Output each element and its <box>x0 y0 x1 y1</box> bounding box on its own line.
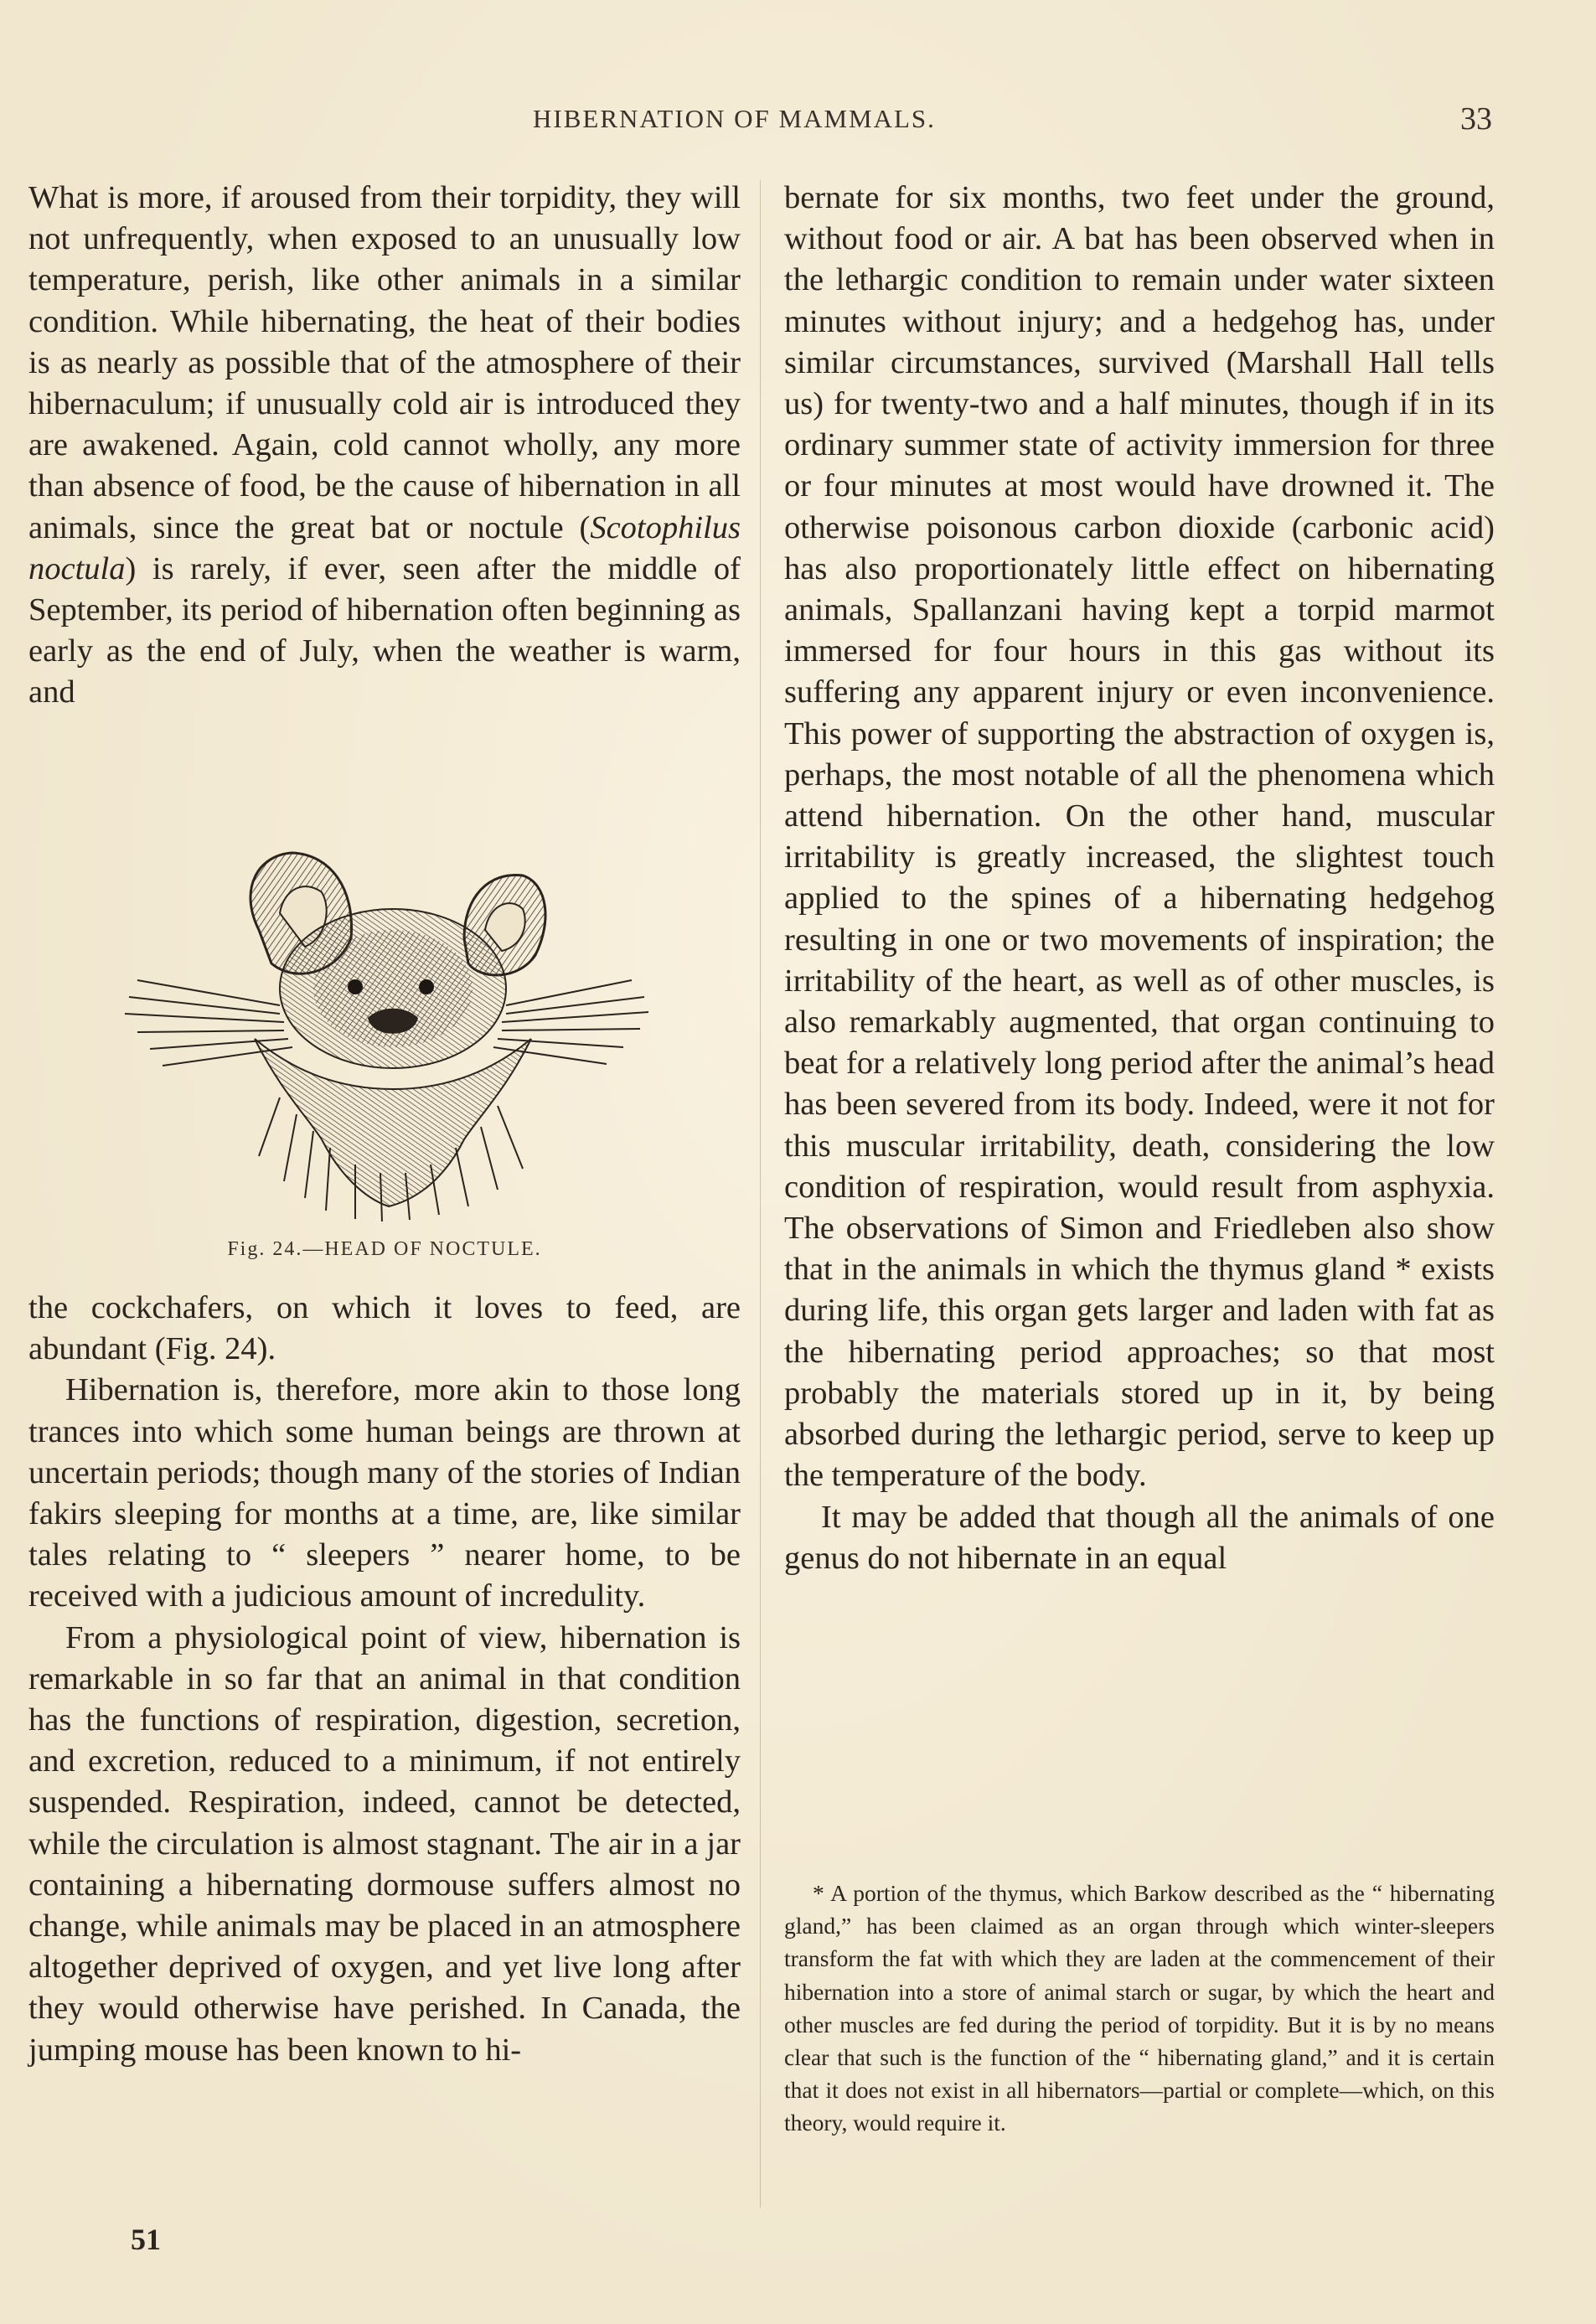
left-paragraph-1 <box>28 178 741 714</box>
species-name: Scotophilus noctula <box>28 509 741 586</box>
left-paragraph-1-end: ) is rarely, if ever, seen after the middle of September, its period of hibernation often beginning as early as the end of July, when the weather is warm, and <box>28 550 741 710</box>
left-paragraph-4: From a physiological point of view, hibernation is remarkable in so far that an animal in that condition has the functions of respiration, digestion, secretion, and excretion, reduced to a minimum, if not entirely suspended. Respiration, indeed, cannot be detected, while the circulation is almost stagnant. The air in a jar containing a hibernating dormouse suffers almost no change, while animals may be placed in an atmosphere altogether deprived of oxygen, and yet live long after they would otherwise have perished. In Canada, the jumping mouse has been known to hi- <box>28 1619 741 2068</box>
right-paragraph-2: It may be added that though all the animals of one genus do not hibernate in an equal <box>784 1499 1495 1576</box>
signature-mark: 51 <box>131 2223 161 2256</box>
noctule-head-illustration <box>112 838 657 1223</box>
running-head <box>0 101 1596 137</box>
column-divider <box>760 180 761 2208</box>
figure-24 <box>28 838 741 1278</box>
left-column-bottom <box>28 1288 741 2071</box>
footnote <box>784 1877 1495 2140</box>
footnote-text: * A portion of the thymus, which Barkow described as the “ hibernating gland,” has been claimed as an organ through which winter-sleepers transform the fat with which they are laden at the commencement of their hibernation into a store of animal starch or sugar, by which the heart and other muscles are fed during the period of torpidity. But it is by no means clear that such is the function of the “ hibernating gland,” and it is certain that it does not exist in all hibernators—partial or complete—which, on this theory, would require it. <box>784 1880 1495 2136</box>
left-paragraph-3: Hibernation is, therefore, more akin to those long trances into which some human beings are thrown at uncertain periods; though many of the stories of Indian fakirs sleeping for months at a time, are, like similar tales relating to “ sleepers ” nearer home, to be received with a judicious amount of incredulity. <box>28 1372 741 1614</box>
running-title: HIBERNATION OF MAMMALS. <box>533 104 936 133</box>
page-number: 33 <box>1460 101 1492 137</box>
left-paragraph-1-start: What is more, if aroused from their torpidity, they will not unfrequently, when exposed to an unusually low temperature, perish, like other animals in a similar condition. While hibernating, the heat of their bodies is as nearly as possible that of the atmosphere of their hibernaculum; if unusually cold air is introduced they are awakened. Again, cold cannot wholly, any more than absence of food, be the cause of hibernation in all animals, since the great bat or noctule ( <box>28 180 741 545</box>
left-paragraph-2: the cockchafers, on which it loves to feed, are abundant (Fig. 24). <box>28 1290 741 1367</box>
right-paragraph-1: bernate for six months, two feet under the ground, without food or air. A bat has been observed when in the lethargic condition to remain under water sixteen minutes without injury; and a hedgehog has, under similar circumstances, survived (Marshall Hall tells us) for twenty-two and a half minutes, though if in its ordinary summer state of activity immersion for three or four minutes at most would have drowned it. The otherwise poisonous carbon dioxide (carbonic acid) has also proportionately little effect on hibernating animals, Spallanzani having kept a torpid marmot immersed for four hours in this gas without its suffering any apparent injury or even inconvenience. This power of supporting the abstraction of oxygen is, perhaps, the most notable of all the phenomena which attend hibernation. On the other hand, muscular irritability is greatly increased, the slightest touch applied to the spines of a hibernating hedgehog resulting in one or two movements of inspiration; the irritability of the heart, as well as of other muscles, is also remarkably augmented, that organ continuing to beat for a relatively long period after the animal’s head has been severed from its body. Indeed, were it not for this muscular irritability, death, considering the low condition of respiration, would result from asphyxia. The observations of Simon and Friedleben also show that in the animals in which the thymus gland * exists during life, this organ gets larger and laden with fat as the hibernating period approaches; so that most probably the materials stored up in it, by being absorbed during the lethargic period, serve to keep up the temperature of the body. <box>784 180 1495 1494</box>
right-column <box>784 178 1495 1579</box>
left-column-top <box>28 178 741 714</box>
figure-caption: Fig. 24.—HEAD OF NOCTULE. <box>227 1238 542 1260</box>
